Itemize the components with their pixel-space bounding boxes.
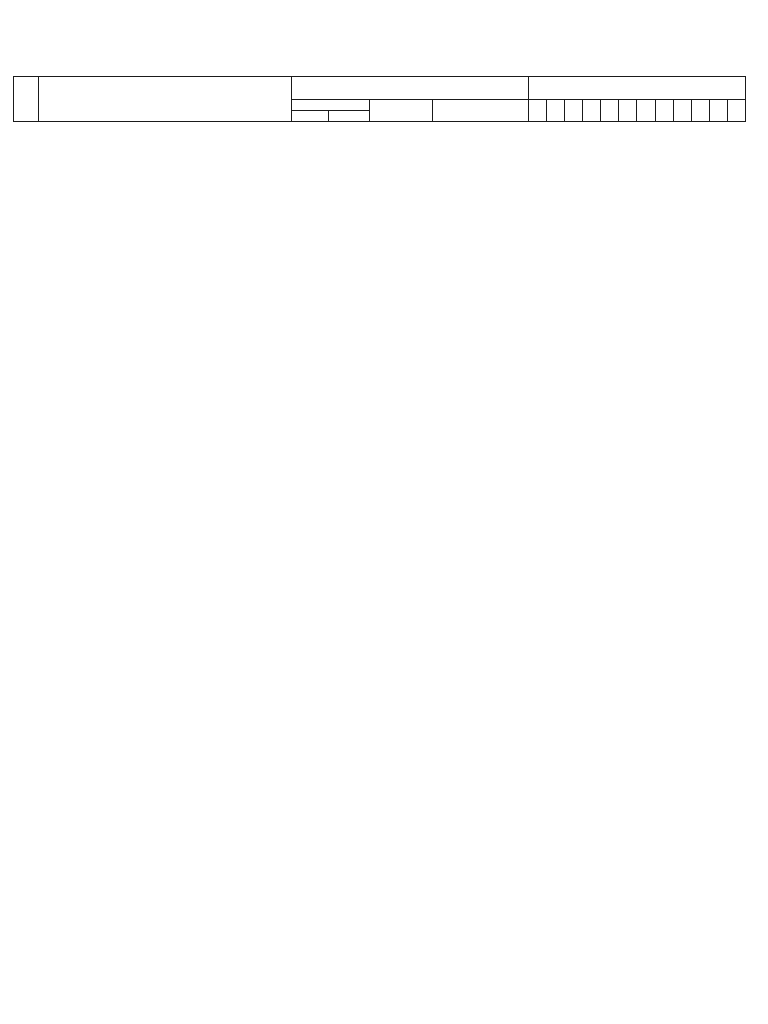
header-month-12: [727, 100, 745, 122]
header-month-11: [709, 100, 727, 122]
header-biaya-anggaran: [292, 77, 529, 100]
header-qty: [292, 100, 370, 111]
header-month-9: [673, 100, 691, 122]
header-month-2: [547, 100, 565, 122]
header-month-4: [583, 100, 601, 122]
program-table-body: [14, 77, 746, 122]
header-bln: [292, 111, 329, 122]
header-month-10: [691, 100, 709, 122]
header-month-1: [529, 100, 547, 122]
header-month-8: [655, 100, 673, 122]
header-tahun: [329, 111, 370, 122]
header-row: [14, 77, 746, 100]
header-bulan: [529, 77, 746, 100]
header-month-3: [565, 100, 583, 122]
header-total: [433, 100, 529, 122]
header-program: [39, 77, 292, 122]
header-month-5: [601, 100, 619, 122]
header-no: [14, 77, 39, 122]
program-table: [13, 76, 746, 122]
header-month-6: [619, 100, 637, 122]
header-biaya: [370, 100, 433, 122]
header-month-7: [637, 100, 655, 122]
